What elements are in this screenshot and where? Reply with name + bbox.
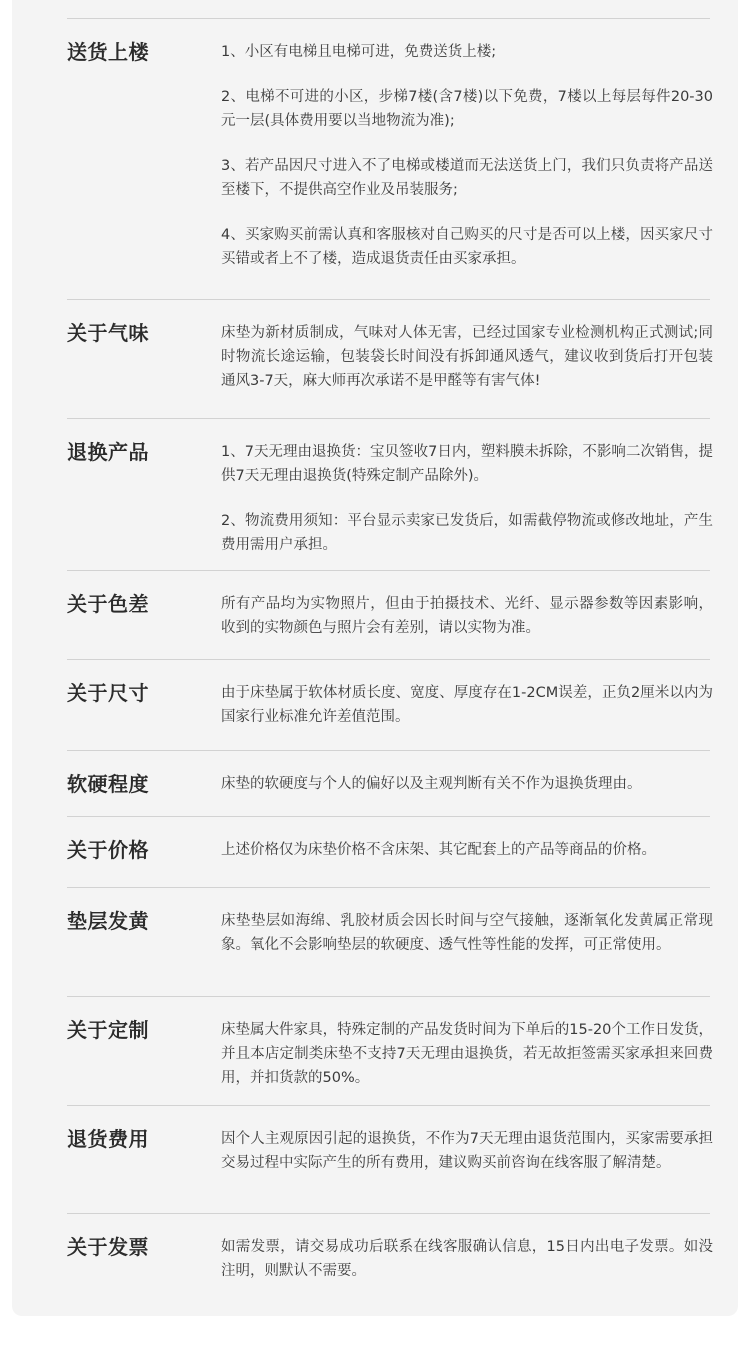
section-paragraph: 床垫为新材质制成，气味对人体无害，已经过国家专业检测机构正式测试;同时物流长途运输，包装袋长时间没有拆卸通风透气，建议收到货后打开包装通风3-7天，麻大师再次承诺不是甲醛等有害气体! [221, 325, 713, 389]
section-body [221, 592, 713, 640]
section-return-fees [67, 1105, 713, 1213]
section-paragraph: 由于床垫属于软体材质长度、宽度、厚度存在1-2CM误差，正负2厘米以内为国家行业标准允许差值范围。 [221, 685, 713, 725]
section-body [221, 838, 713, 862]
section-title: 关于价格 [67, 838, 149, 862]
section-body [221, 440, 713, 557]
section-body [221, 681, 713, 729]
section-paragraph: 2、物流费用须知：平台显示卖家已发货后，如需截停物流或修改地址，产生费用需用户承担。 [221, 513, 713, 553]
section-paragraph: 3、若产品因尺寸进入不了电梯或楼道而无法送货上门，我们只负责将产品送至楼下，不提供高空作业及吊装服务; [221, 158, 713, 198]
section-paragraph: 上述价格仅为床垫价格不含床架、其它配套上的产品等商品的价格。 [221, 842, 656, 858]
policy-panel [12, 0, 738, 1316]
section-paragraph: 4、买家购买前需认真和客服核对自己购买的尺寸是否可以上楼，因买家尺寸买错或者上不了楼，造成退货责任由买家承担。 [221, 227, 713, 267]
section-paragraph: 床垫属大件家具，特殊定制的产品发货时间为下单后的15-20个工作日发货，并且本店定制类床垫不支持7天无理由退换货，若无故拒签需买家承担来回费用，并扣货款的50%。 [221, 1022, 713, 1086]
section-title: 退货费用 [67, 1127, 149, 1151]
section-body [221, 1235, 713, 1283]
section-title: 关于尺寸 [67, 681, 149, 705]
section-paragraph: 床垫的软硬度与个人的偏好以及主观判断有关不作为退换货理由。 [221, 776, 642, 792]
section-title: 关于发票 [67, 1235, 149, 1259]
policy-sections [67, 18, 713, 1308]
section-title: 送货上楼 [67, 40, 149, 64]
section-yellowing [67, 887, 713, 996]
section-invoice [67, 1213, 713, 1308]
section-firmness [67, 750, 710, 816]
section-paragraph: 2、电梯不可进的小区，步梯7楼(含7楼)以下免费，7楼以上每层每件20-30元一层(具体费用要以当地物流为准); [221, 89, 713, 129]
section-odor [67, 299, 713, 418]
section-paragraph: 所有产品均为实物照片，但由于拍摄技术、光纤、显示器参数等因素影响，收到的实物颜色与照片会有差别，请以实物为准。 [221, 596, 713, 636]
section-body [221, 321, 713, 393]
section-body [221, 772, 713, 796]
section-paragraph: 1、小区有电梯且电梯可进，免费送货上楼; [221, 44, 497, 60]
section-price [67, 816, 710, 887]
section-title: 关于定制 [67, 1018, 149, 1042]
section-paragraph: 1、7天无理由退换货：宝贝签收7日内，塑料膜未拆除，不影响二次销售，提供7天无理由退换货(特殊定制产品除外)。 [221, 444, 713, 484]
section-title: 垫层发黄 [67, 909, 149, 933]
section-body [221, 1018, 713, 1090]
section-title: 软硬程度 [67, 772, 149, 796]
section-custom-order [67, 996, 713, 1105]
section-size [67, 659, 713, 750]
section-body [221, 1127, 713, 1175]
section-body [221, 909, 713, 957]
section-paragraph: 因个人主观原因引起的退换货，不作为7天无理由退货范围内，买家需要承担交易过程中实际产生的所有费用，建议购买前咨询在线客服了解清楚。 [221, 1131, 713, 1171]
section-paragraph: 床垫垫层如海绵、乳胶材质会因长时间与空气接触，逐渐氧化发黄属正常现象。氧化不会影响垫层的软硬度、透气性等性能的发挥，可正常使用。 [221, 913, 713, 953]
section-delivery [67, 18, 713, 299]
section-title: 关于色差 [67, 592, 149, 616]
section-color-difference [67, 570, 713, 659]
section-returns [67, 418, 713, 570]
section-paragraph: 如需发票，请交易成功后联系在线客服确认信息，15日内出电子发票。如没注明，则默认不需要。 [221, 1239, 713, 1279]
section-body [221, 40, 713, 271]
section-title: 退换产品 [67, 440, 149, 464]
section-title: 关于气味 [67, 321, 149, 345]
